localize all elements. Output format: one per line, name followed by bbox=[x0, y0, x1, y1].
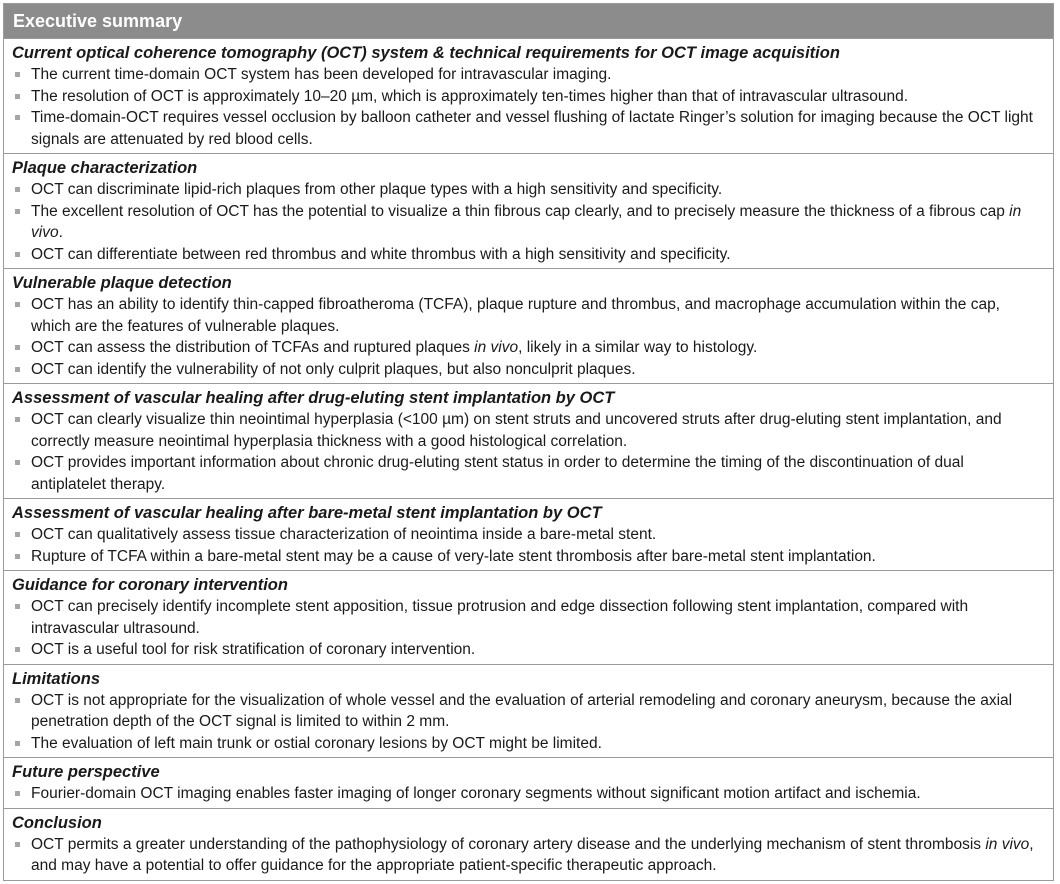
bullet-list bbox=[12, 179, 1043, 265]
square-bullet-icon bbox=[15, 647, 20, 652]
bullet-item bbox=[12, 359, 1043, 381]
summary-section bbox=[4, 757, 1053, 808]
bullet-text: The excellent resolution of OCT has the potential to visualize a thin fibrous cap clearly, and to precisely measure the thickness of a fibrous cap bbox=[31, 202, 1010, 220]
bullet-item bbox=[12, 733, 1043, 755]
bullet-text: OCT can identify the vulnerability of not only culprit plaques, but also nonculprit plaques. bbox=[31, 360, 636, 378]
bullet-item bbox=[12, 337, 1043, 359]
section-title: Guidance for coronary intervention bbox=[12, 576, 288, 594]
section-title: Limitations bbox=[12, 669, 101, 688]
bullet-item bbox=[12, 452, 1043, 495]
section-title: Vulnerable plaque detection bbox=[12, 274, 232, 292]
bullet-text: OCT is not appropriate for the visualization of whole vessel and the evaluation of arterial remodeling and coronary aneurysm, because the axial penetration depth of the OCT signal is limited to within 2 mm. bbox=[31, 691, 1013, 730]
section-title: Assessment of vascular healing after drug-eluting stent implantation by OCT bbox=[12, 389, 615, 407]
section-title: Assessment of vascular healing after bare-metal stent implantation by OCT bbox=[12, 504, 602, 522]
summary-section bbox=[4, 570, 1053, 664]
square-bullet-icon bbox=[15, 72, 20, 77]
bullet-text: Rupture of TCFA within a bare-metal stent may be a cause of very-late stent thrombosis after bare-metal stent implantation. bbox=[31, 547, 876, 565]
bullet-text: Fourier-domain OCT imaging enables faster imaging of longer coronary segments without significant motion artifact and ischemia. bbox=[31, 785, 921, 802]
summary-section bbox=[4, 498, 1053, 570]
bullet-item bbox=[12, 690, 1043, 733]
square-bullet-icon bbox=[15, 554, 20, 559]
bullet-item bbox=[12, 783, 1043, 805]
square-bullet-icon bbox=[15, 367, 20, 372]
italic-term: in vivo bbox=[474, 339, 519, 356]
bullet-text: The resolution of OCT is approximately 10–20 µm, which is approximately ten-times higher than that of intravascular ultrasound. bbox=[31, 87, 909, 105]
square-bullet-icon bbox=[15, 460, 20, 465]
bullet-text: OCT can precisely identify incomplete stent apposition, tissue protrusion and edge dissection following stent implantation, compared with intravascular ultrasound. bbox=[31, 598, 969, 637]
square-bullet-icon bbox=[15, 698, 20, 703]
section-title: Future perspective bbox=[12, 763, 160, 781]
square-bullet-icon bbox=[15, 417, 20, 422]
bullet-item bbox=[12, 201, 1043, 244]
sections-container bbox=[4, 39, 1053, 880]
bullet-item bbox=[12, 546, 1043, 568]
square-bullet-icon bbox=[15, 209, 20, 214]
italic-term: in vivo bbox=[985, 835, 1030, 853]
summary-section bbox=[4, 153, 1053, 268]
bullet-item bbox=[12, 64, 1043, 86]
summary-section bbox=[4, 268, 1053, 383]
bullet-list bbox=[12, 834, 1043, 877]
bullet-list bbox=[12, 690, 1043, 755]
executive-summary-box bbox=[3, 3, 1054, 881]
bullet-text: The evaluation of left main trunk or ostial coronary lesions by OCT might be limited. bbox=[31, 734, 602, 752]
section-title: Plaque characterization bbox=[12, 159, 198, 177]
bullet-item bbox=[12, 834, 1043, 877]
bullet-text: OCT provides important information about chronic drug-eluting stent status in order to determine the timing of the discontinuation of dual antiplatelet therapy. bbox=[31, 454, 964, 493]
summary-section bbox=[4, 664, 1053, 758]
bullet-text: OCT can clearly visualize thin neointimal hyperplasia (<100 µm) on stent struts and uncovered struts after drug-eluting stent implantation, and correctly measure neointimal hyperplasia thickness with a good histological correlation. bbox=[31, 411, 1002, 450]
bullet-text: OCT permits a greater understanding of the pathophysiology of coronary artery disease and the underlying mechanism of stent thrombosis bbox=[31, 835, 986, 853]
square-bullet-icon bbox=[15, 604, 20, 609]
bullet-item bbox=[12, 86, 1043, 108]
bullet-text: OCT can differentiate between red thrombus and white thrombus with a high sensitivity and specificity. bbox=[31, 245, 731, 263]
bullet-list bbox=[12, 409, 1043, 495]
bullet-list bbox=[12, 294, 1043, 380]
bullet-item bbox=[12, 596, 1043, 639]
bullet-text: OCT can qualitatively assess tissue characterization of neointima inside a bare-metal stent. bbox=[31, 526, 657, 543]
bullet-text: , and may have a potential to offer guidance for the appropriate patient-specific therapeutic approach. bbox=[31, 835, 1034, 874]
bullet-text: OCT can discriminate lipid-rich plaques from other plaque types with a high sensitivity and specificity. bbox=[31, 181, 723, 198]
bullet-list bbox=[12, 524, 1043, 567]
bullet-list bbox=[12, 596, 1043, 661]
square-bullet-icon bbox=[15, 302, 20, 307]
summary-section bbox=[4, 808, 1053, 880]
bullet-item bbox=[12, 639, 1043, 661]
bullet-item bbox=[12, 107, 1043, 150]
italic-term: in vivo bbox=[31, 202, 1022, 241]
square-bullet-icon bbox=[15, 741, 20, 746]
bullet-item bbox=[12, 244, 1043, 266]
bullet-text: OCT has an ability to identify thin-capped fibroatheroma (TCFA), plaque rupture and thrombus, and macrophage accumulation within the cap, which are the features of vulnerable plaques. bbox=[31, 296, 1000, 335]
bullet-item bbox=[12, 179, 1043, 201]
square-bullet-icon bbox=[15, 187, 20, 192]
square-bullet-icon bbox=[15, 842, 20, 847]
summary-header: Executive summary bbox=[4, 4, 1053, 39]
square-bullet-icon bbox=[15, 345, 20, 350]
square-bullet-icon bbox=[15, 532, 20, 537]
square-bullet-icon bbox=[15, 252, 20, 257]
bullet-list bbox=[12, 783, 1043, 805]
square-bullet-icon bbox=[15, 115, 20, 120]
bullet-item bbox=[12, 409, 1043, 452]
bullet-text: . bbox=[58, 224, 63, 241]
bullet-text: OCT can assess the distribution of TCFAs and ruptured plaques bbox=[31, 339, 475, 356]
bullet-item bbox=[12, 294, 1043, 337]
bullet-item bbox=[12, 524, 1043, 546]
square-bullet-icon bbox=[15, 791, 20, 796]
bullet-text: OCT is a useful tool for risk stratification of coronary intervention. bbox=[31, 641, 476, 658]
square-bullet-icon bbox=[15, 94, 20, 99]
section-title: Conclusion bbox=[12, 813, 102, 832]
summary-section bbox=[4, 39, 1053, 153]
bullet-list bbox=[12, 64, 1043, 150]
bullet-text: Time-domain-OCT requires vessel occlusion by balloon catheter and vessel flushing of lactate Ringer’s solution for imaging because the OCT light signals are attenuated by red blood cells. bbox=[31, 109, 1033, 148]
section-title: Current optical coherence tomography (OCT) system & technical requirements for OCT image acquisition bbox=[12, 44, 840, 62]
bullet-text: , likely in a similar way to histology. bbox=[518, 339, 758, 356]
summary-section bbox=[4, 383, 1053, 498]
bullet-text: The current time-domain OCT system has been developed for intravascular imaging. bbox=[31, 66, 612, 83]
